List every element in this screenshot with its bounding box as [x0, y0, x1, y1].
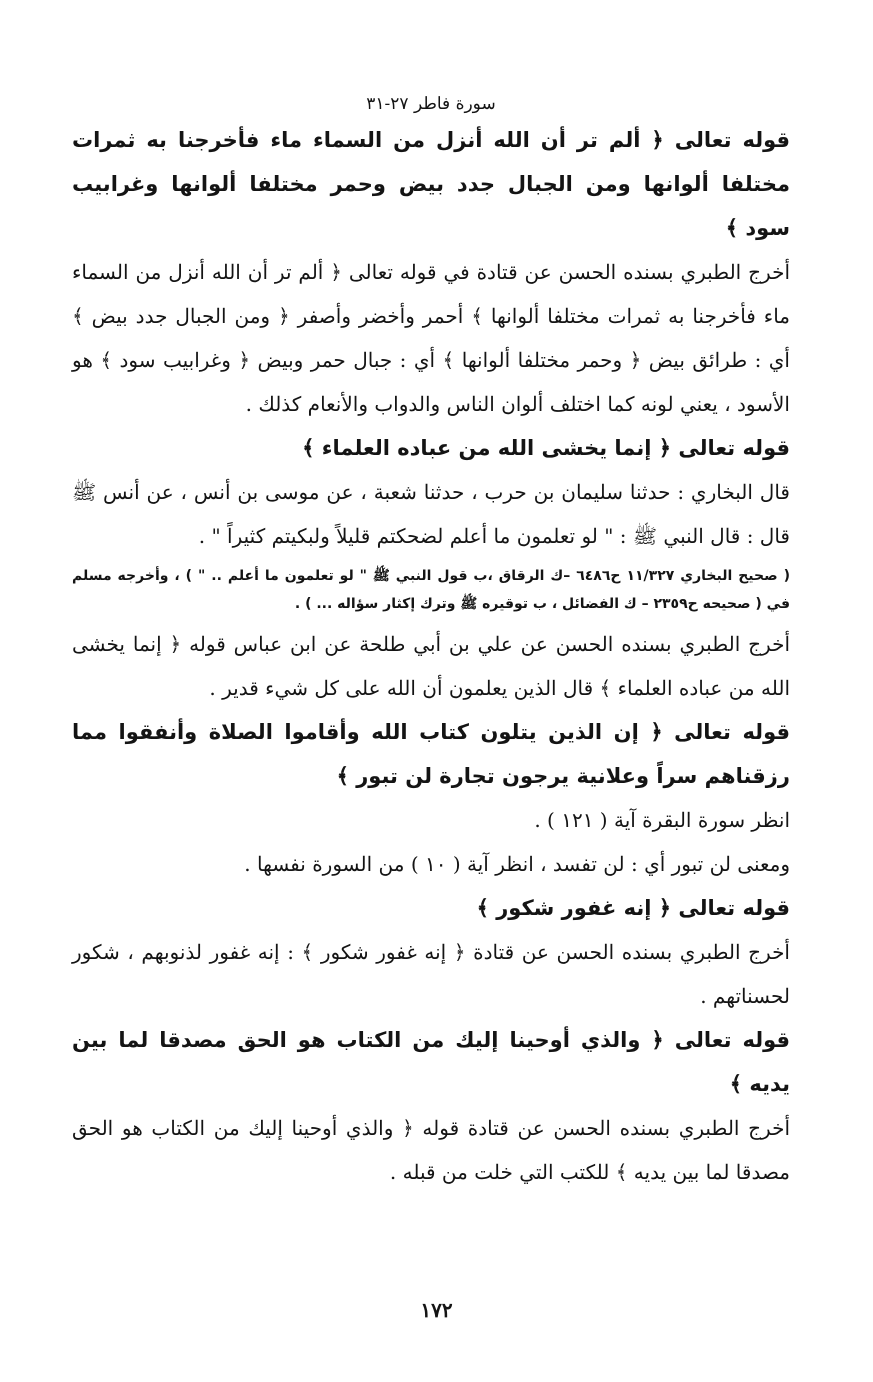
page-header: سورة فاطر ٢٧-٣١ — [366, 94, 496, 114]
commentary-paragraph: انظر سورة البقرة آية ( ١٢١ ) . — [534, 808, 790, 832]
commentary-paragraph: أخرج الطبري بسنده الحسن عن قتادة ﴿ إنه غفور شكور ﴾ : إنه غفور لذنوبهم ، شكور لحسناتهم . — [72, 940, 790, 1008]
verse-heading: قوله تعالى ﴿ ألم تر أن الله أنزل من السماء ماء فأخرجنا به ثمرات مختلفا ألوانها ومن الجبال جدد بيض وحمر مختلفا ألوانها وغرابيب سود ﴾ — [72, 128, 790, 240]
verse-heading: قوله تعالى ﴿ إنما يخشى الله من عباده العلماء ﴾ — [302, 436, 790, 460]
commentary-paragraph: أخرج الطبري بسنده الحسن عن قتادة قوله ﴿ والذي أوحينا إليك من الكتاب هو الحق مصدقا لما بين يديه ﴾ للكتب التي خلت من قبله . — [72, 1116, 790, 1184]
verse-heading: قوله تعالى ﴿ إنه غفور شكور ﴾ — [476, 896, 790, 920]
verse-heading: قوله تعالى ﴿ والذي أوحينا إليك من الكتاب هو الحق مصدقا لما بين يديه ﴾ — [72, 1028, 790, 1096]
verse-heading: قوله تعالى ﴿ إن الذين يتلون كتاب الله وأقاموا الصلاة وأنفقوا مما رزقناهم سراً وعلانية يرجون تجارة لن تبور ﴾ — [72, 720, 790, 788]
footnote-reference: ( صحيح البخاري ١١/٣٢٧ ح٦٤٨٦ –ك الرقاق ،ب قول النبي ﷺ " لو تعلمون ما أعلم .. " ) ، وأخرجه مسلم في ( صحيحه ح٢٣٥٩ – ك الفضائل ، ب توقيره ﷺ وترك إكثار سؤاله ... ) . — [72, 568, 790, 612]
page-content — [72, 92, 790, 1194]
page-number: ١٧٢ — [420, 1298, 453, 1322]
commentary-paragraph: قال البخاري : حدثنا سليمان بن حرب ، حدثنا شعبة ، عن موسى بن أنس ، عن أنس ﷺ قال : قال النبي ﷺ : " لو تعلمون ما أعلم لضحكتم قليلاً ولبكيتم كثيراً " . — [72, 480, 790, 548]
commentary-paragraph: ومعنى لن تبور أي : لن تفسد ، انظر آية ( ١٠ ) من السورة نفسها . — [244, 852, 790, 876]
commentary-paragraph: أخرج الطبري بسنده الحسن عن قتادة في قوله تعالى ﴿ ألم تر أن الله أنزل من السماء ماء فأخرجنا به ثمرات مختلفا ألوانها ﴾ أحمر وأخضر وأصفر ﴿ ومن الجبال جدد بيض ﴾ أي : طرائق بيض ﴿ وحمر مختلفا ألوانها ﴾ أي : جبال حمر وبيض ﴿ وغرابيب سود ﴾ هو الأسود ، يعني لونه كما اختلف ألوان الناس والدواب والأنعام كذلك . — [72, 260, 790, 416]
commentary-paragraph: أخرج الطبري بسنده الحسن عن علي بن أبي طلحة عن ابن عباس قوله ﴿ إنما يخشى الله من عباده العلماء ﴾ قال الذين يعلمون أن الله على كل شيء قدير . — [72, 632, 790, 700]
